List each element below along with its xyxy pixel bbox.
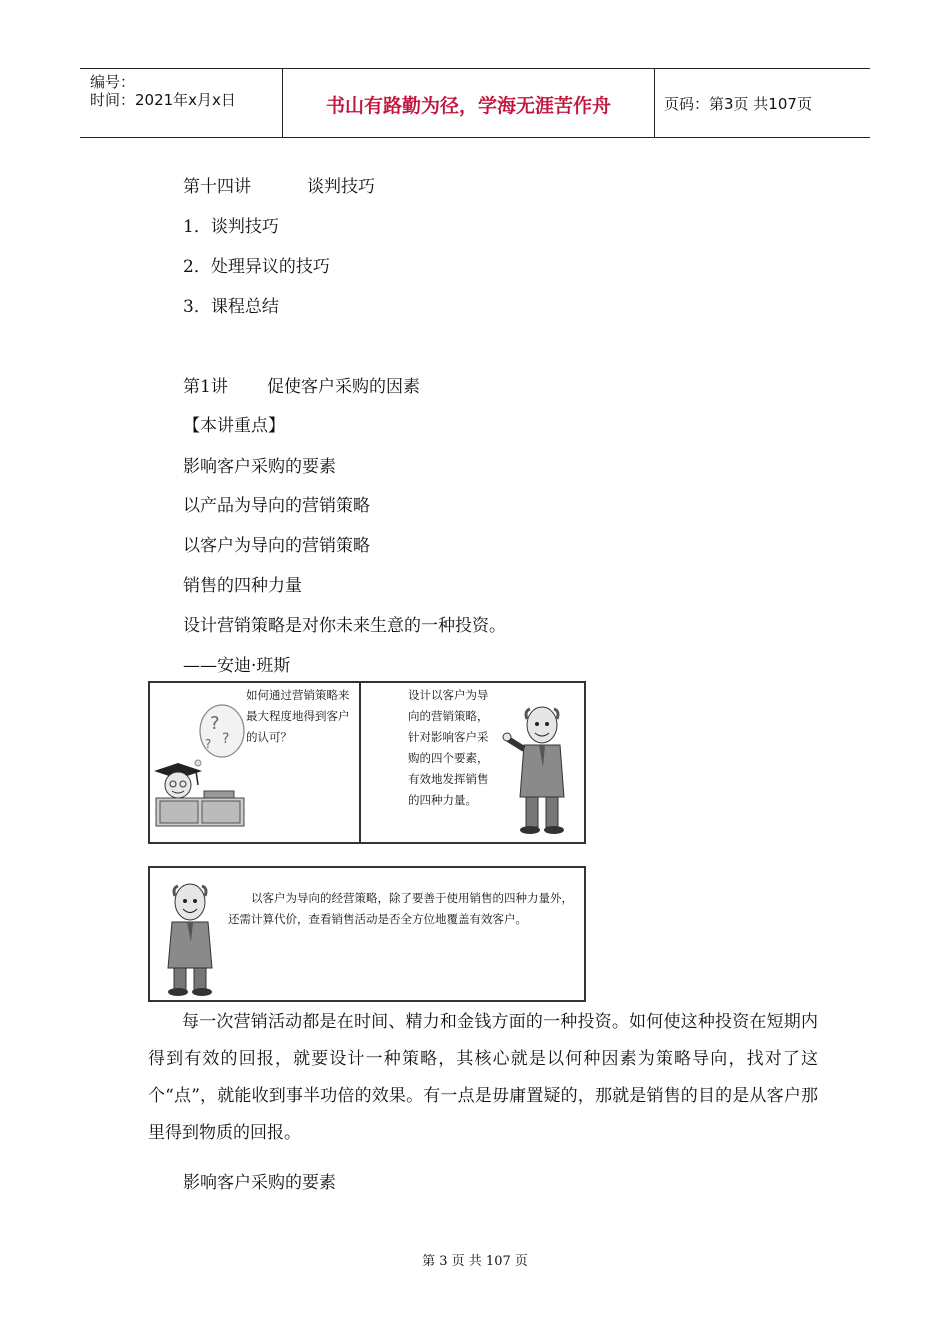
lecture-title: 促使客户采购的因素 <box>267 377 420 397</box>
header-page-label: 页码：第3页 共107页 <box>664 95 812 113</box>
manager-man-icon <box>154 876 226 998</box>
page-footer: 第 3 页 共 107 页 <box>422 1254 528 1269</box>
panel3-speech: 以客户为导向的经营策略，除了要善于使用销售的四种力量外，还需计算代价，查看销售活动是否全方位地覆盖有效客户。 <box>228 891 573 926</box>
svg-text:?: ? <box>222 731 230 747</box>
toc-lecture-title: 谈判技巧 <box>307 177 375 197</box>
quote-author: ——安迪·班斯 <box>183 656 291 676</box>
focus-point: 以客户为导向的营销策略 <box>183 536 370 556</box>
body-paragraph: 每一次营销活动都是在时间、精力和金钱方面的一种投资。如何使这种投资在短期内得到有效的回报，就要设计一种策略，其核心就是以何种因素为策略导向，找对了这个“点”，就能收到事半功倍的效果。有一点是毋庸置疑的，那就是销售的目的是从客户那里得到物质的回报。 <box>148 1012 818 1143</box>
toc-item: 2．处理异议的技巧 <box>183 257 330 277</box>
comic-panel-top <box>148 681 586 844</box>
toc-item: 1．谈判技巧 <box>183 217 279 237</box>
student-thinking-icon <box>152 693 247 833</box>
focus-point: 影响客户采购的要素 <box>183 457 336 477</box>
header-motto: 书山有路勤为径，学海无涯苦作舟 <box>325 95 611 117</box>
page-header <box>80 68 870 138</box>
quote: 设计营销策略是对你未来生意的一种投资。 <box>183 616 506 636</box>
panel1-speech: 如何通过营销策略来最大程度地得到客户的认可？ <box>246 688 350 744</box>
section-heading: 影响客户采购的要素 <box>183 1173 336 1193</box>
header-motto-cell <box>282 69 655 137</box>
svg-text:?: ? <box>205 737 212 751</box>
focus-point: 销售的四种力量 <box>183 576 302 596</box>
svg-text:?: ? <box>210 713 220 734</box>
presenter-man-icon <box>502 697 582 837</box>
focus-label: 【本讲重点】 <box>183 416 285 436</box>
toc-lecture-no: 第十四讲 <box>183 177 251 197</box>
panel2-speech: 设计以客户为导向的营销策略，针对影响客户采购的四个要素，有效地发挥销售的四种力量。 <box>408 688 489 807</box>
focus-point: 以产品为导向的营销策略 <box>183 496 370 516</box>
panel-divider <box>359 683 361 842</box>
header-page-cell <box>654 69 870 137</box>
lecture-no: 第1讲 <box>183 377 228 397</box>
toc-item: 3．课程总结 <box>183 297 279 317</box>
time-label: 时间：2021年x月x日 <box>90 91 236 109</box>
comic-panel-bottom <box>148 866 586 1002</box>
number-label: 编号： <box>90 73 136 91</box>
header-meta <box>80 69 282 137</box>
